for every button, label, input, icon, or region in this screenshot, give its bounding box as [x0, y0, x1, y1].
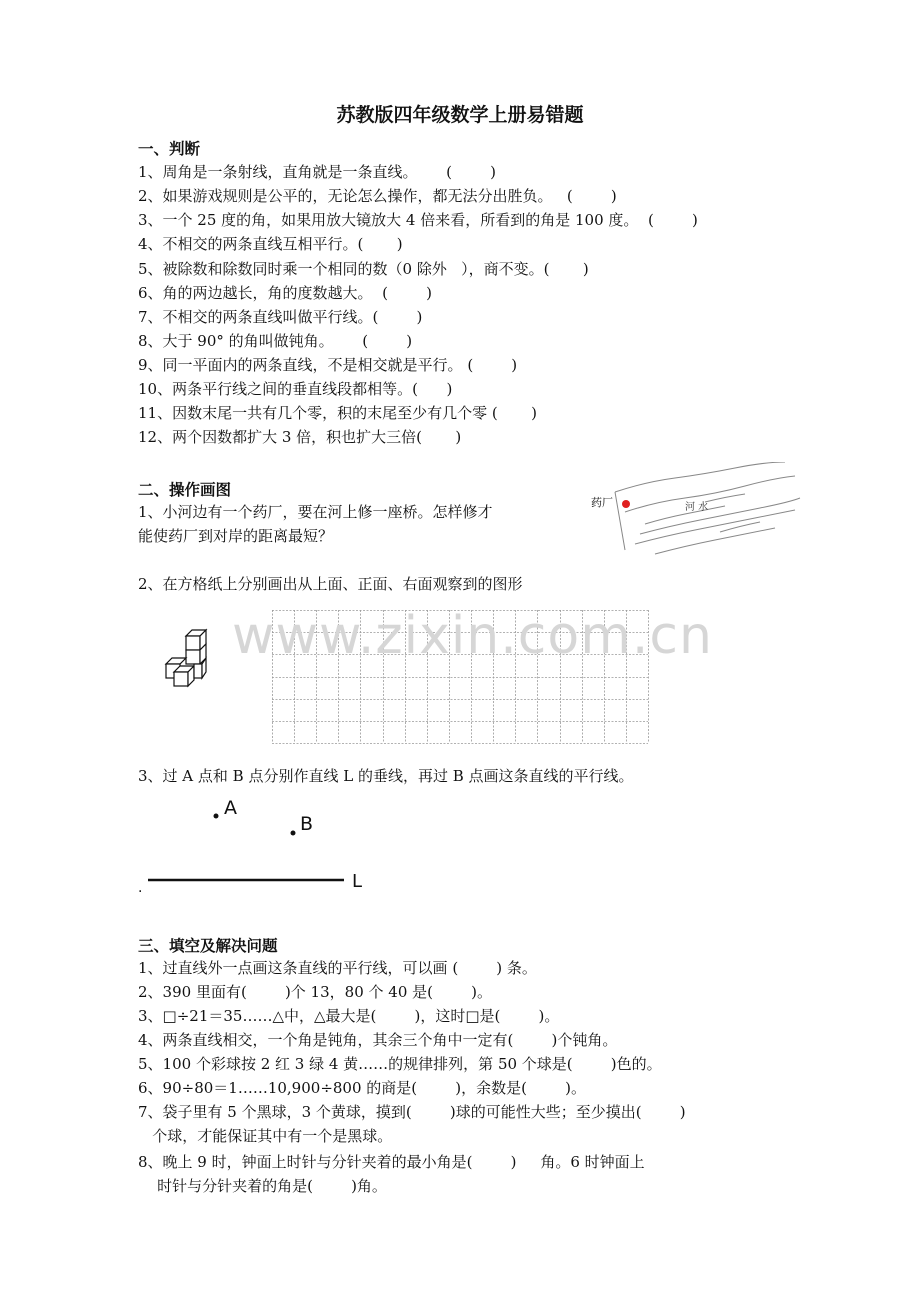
section-1-heading: 一、判断 [138, 140, 201, 158]
river-figure [585, 462, 805, 562]
cube-stack-figure [160, 628, 220, 688]
factory-label: 药厂 [591, 496, 613, 509]
fill-item-5: 5、100 个彩球按 2 红 3 绿 4 黄……的规律排列，第 50 个球是( )色的。 [138, 1055, 662, 1073]
watermark: www.zixin.com.cn [232, 606, 713, 666]
judge-item-4: 4、不相交的两条直线互相平行。( ) [138, 235, 403, 253]
section-2-heading: 二、操作画图 [138, 481, 232, 499]
fill-item-7-cont: 个球，才能保证其中有一个是黑球。 [138, 1127, 393, 1145]
line-l-label: L [352, 871, 363, 892]
draw-q3: 3、过 A 点和 B 点分别作直线 L 的垂线，再过 B 点画这条直线的平行线。 [138, 767, 634, 785]
judge-item-6: 6、角的两边越长，角的度数越大。 ( ) [138, 284, 432, 302]
judge-item-11: 11、因数末尾一共有几个零，积的末尾至少有几个零 ( ) [138, 404, 537, 422]
draw-q2: 2、在方格纸上分别画出从上面、正面、右面观察到的图形 [138, 575, 523, 593]
fill-item-4: 4、两条直线相交，一个角是钝角，其余三个角中一定有( )个钝角。 [138, 1031, 618, 1049]
point-b-label: B [300, 813, 314, 835]
factory-marker [622, 500, 630, 508]
judge-item-9: 9、同一平面内的两条直线，不是相交就是平行。 ( ) [138, 356, 518, 374]
fill-item-8-cont: 时针与分针夹着的角是( )角。 [138, 1177, 387, 1195]
river-label: 河 水 [685, 502, 709, 513]
draw-q1-line1: 1、小河边有一个药厂，要在河上修一座桥。怎样修才 [138, 503, 493, 521]
point-a-label: A [224, 797, 237, 819]
point-a-dot [214, 814, 219, 819]
fill-item-6: 6、90÷80＝1……10,900÷800 的商是( )，余数是( )。 [138, 1079, 586, 1097]
judge-item-7: 7、不相交的两条直线叫做平行线。( ) [138, 308, 423, 326]
fill-item-3: 3、□÷21＝35……△中，△最大是( )，这时□是( )。 [138, 1007, 560, 1025]
perpendicular-figure [138, 790, 388, 900]
judge-item-8: 8、大于 90° 的角叫做钝角。 ( ) [138, 332, 413, 350]
page-title: 苏教版四年级数学上册易错题 [336, 104, 584, 126]
judge-item-10: 10、两条平行线之间的垂直线段都相等。( ) [138, 380, 453, 398]
judge-item-5: 5、被除数和除数同时乘一个相同的数（0 除外 ），商不变。( ) [138, 260, 589, 278]
fill-item-8: 8、晚上 9 时，钟面上时针与分针夹着的最小角是( ) 角。6 时钟面上 [138, 1153, 645, 1171]
judge-item-1: 1、周角是一条射线，直角就是一条直线。 ( ) [138, 163, 497, 181]
fill-item-1: 1、过直线外一点画这条直线的平行线，可以画 ( ) 条。 [138, 959, 537, 977]
judge-item-12: 12、两个因数都扩大 3 倍，积也扩大三倍( ) [138, 428, 462, 446]
draw-q1-line2: 能使药厂到对岸的距离最短？ [138, 527, 334, 545]
judge-item-2: 2、如果游戏规则是公平的，无论怎么操作，都无法分出胜负。 ( ) [138, 187, 617, 205]
section-3-heading: 三、填空及解决问题 [138, 937, 278, 955]
fill-item-7: 7、袋子里有 5 个黑球，3 个黄球，摸到( )球的可能性大些；至少摸出( ) [138, 1103, 686, 1121]
stray-dot: . [138, 880, 143, 896]
fill-item-2: 2、390 里面有( )个 13，80 个 40 是( )。 [138, 983, 492, 1001]
judge-item-3: 3、一个 25 度的角，如果用放大镜放大 4 倍来看，所看到的角是 100 度。 ( ) [138, 211, 698, 229]
point-b-dot [291, 831, 296, 836]
